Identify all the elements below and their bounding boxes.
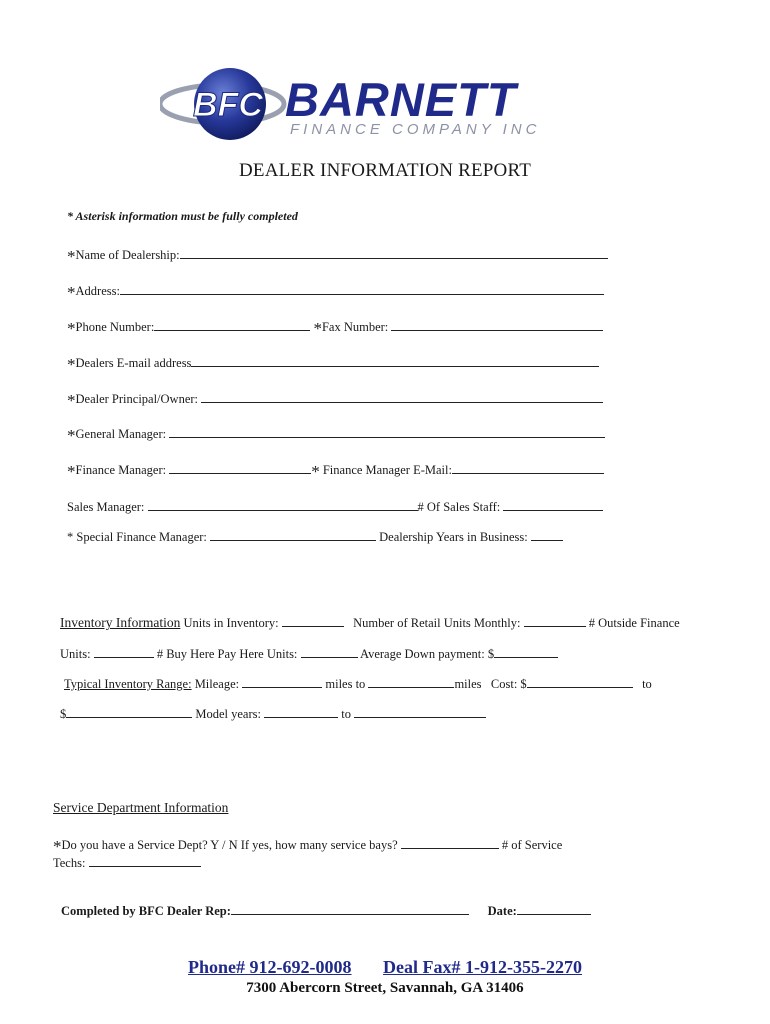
finance-manager-email-label: Finance Manager E-Mail: [322,463,452,477]
service-row-2 [53,856,201,871]
phone-field[interactable] [154,329,310,331]
dealership-name-row [67,248,608,265]
units-label: Units: [60,647,91,661]
required-note: * Asterisk information must be fully completed [67,209,298,223]
inventory-heading: Inventory Information [60,615,181,630]
special-finance-label: * Special Finance Manager: [67,530,207,544]
special-finance-row [67,530,563,545]
inventory-row-3 [64,677,652,692]
dollar-label: $ [60,707,67,721]
completion-row [61,904,591,919]
logo-tagline: FINANCE COMPANY INC [290,121,541,138]
finance-manager-field[interactable] [169,472,311,474]
completed-by-field[interactable] [231,913,469,915]
model-years-to-label: to [341,707,351,721]
inventory-row-4 [60,707,486,722]
footer-fax: Deal Fax# 1-912-355-2270 [383,957,582,977]
footer-phone: Phone# 912-692-0008 [188,957,352,977]
general-manager-label: General Manager: [75,427,167,441]
required-asterisk: * [67,426,76,445]
required-asterisk: * [67,283,76,302]
cost-to-label: to [642,677,652,691]
required-asterisk: * [53,837,62,856]
cost-label: Cost: $ [490,677,527,691]
date-field[interactable] [517,913,591,915]
fax-label: Fax Number: [321,320,389,334]
service-bays-field[interactable] [401,847,499,849]
principal-field[interactable] [201,401,603,403]
general-manager-field[interactable] [169,436,605,438]
footer-contact [0,957,770,978]
cost-from-field[interactable] [527,686,633,688]
required-asterisk: * [311,462,320,481]
outside-finance-units-field[interactable] [94,656,154,658]
model-years-to-field[interactable] [354,716,486,718]
outside-finance-label: # Outside Finance [588,616,680,630]
finance-manager-email-field[interactable] [452,472,604,474]
units-in-inventory-field[interactable] [282,625,344,627]
range-heading: Typical Inventory Range: [64,677,192,691]
retail-units-field[interactable] [524,625,586,627]
logo-name: BARNETT [285,73,517,126]
sales-staff-field[interactable] [503,509,603,511]
techs-label: Techs: [53,856,86,870]
phone-label: Phone Number: [75,320,155,334]
service-techs-label: # of Service [501,838,563,852]
email-row [67,356,599,373]
avg-down-field[interactable] [494,656,558,658]
required-asterisk: * [313,319,322,338]
dealership-name-label: Name of Dealership: [75,248,180,262]
mileage-to-field[interactable] [368,686,454,688]
date-label: Date: [487,904,517,918]
email-label: Dealers E-mail address [75,356,192,370]
footer-address: 7300 Abercorn Street, Savannah, GA 31406 [246,980,524,996]
model-years-from-field[interactable] [264,716,338,718]
years-in-business-label: Dealership Years in Business: [379,530,528,544]
miles-to-label: miles to [325,677,366,691]
bhph-field[interactable] [301,656,358,658]
inventory-row-1 [60,615,680,631]
phone-fax-row [67,320,603,337]
finance-manager-label: Finance Manager: [75,463,167,477]
bhph-label: # Buy Here Pay Here Units: [156,647,298,661]
required-asterisk: * [67,391,76,410]
fax-field[interactable] [391,329,603,331]
service-techs-field[interactable] [89,865,201,867]
finance-manager-row [67,463,604,480]
required-asterisk: * [67,462,76,481]
model-years-label: Model years: [195,707,261,721]
required-asterisk: * [67,247,76,266]
service-row-1 [53,838,562,855]
units-in-inventory-label: Units in Inventory: [183,616,279,630]
mileage-label: Mileage: [194,677,240,691]
company-logo [160,64,630,146]
dealership-name-field[interactable] [180,257,608,259]
avg-down-label: Average Down payment: $ [359,647,495,661]
address-row [67,284,604,301]
mileage-from-field[interactable] [242,686,322,688]
cost-to-field[interactable] [66,716,192,718]
sales-staff-label: # Of Sales Staff: [417,500,501,514]
general-manager-row [67,427,605,444]
sales-manager-field[interactable] [148,509,418,511]
address-field[interactable] [120,293,604,295]
email-field[interactable] [191,365,599,367]
page-title: DEALER INFORMATION REPORT [238,160,532,181]
inventory-row-2 [60,647,558,662]
sales-manager-label: Sales Manager: [67,500,145,514]
sales-manager-row [67,500,603,515]
special-finance-field[interactable] [210,539,376,541]
principal-label: Dealer Principal/Owner: [75,392,199,406]
principal-row [67,392,603,409]
address-label: Address: [75,284,120,298]
service-heading: Service Department Information [53,800,229,815]
service-question: Do you have a Service Dept? Y / N If yes, how many service bays? [61,838,398,852]
years-in-business-field[interactable] [531,539,563,541]
logo-badge: BFC [193,86,263,124]
required-asterisk: * [67,355,76,374]
completed-by-label: Completed by BFC Dealer Rep: [61,904,231,918]
miles-label: miles [454,677,482,691]
retail-units-label: Number of Retail Units Monthly: [353,616,521,630]
required-asterisk: * [67,319,76,338]
